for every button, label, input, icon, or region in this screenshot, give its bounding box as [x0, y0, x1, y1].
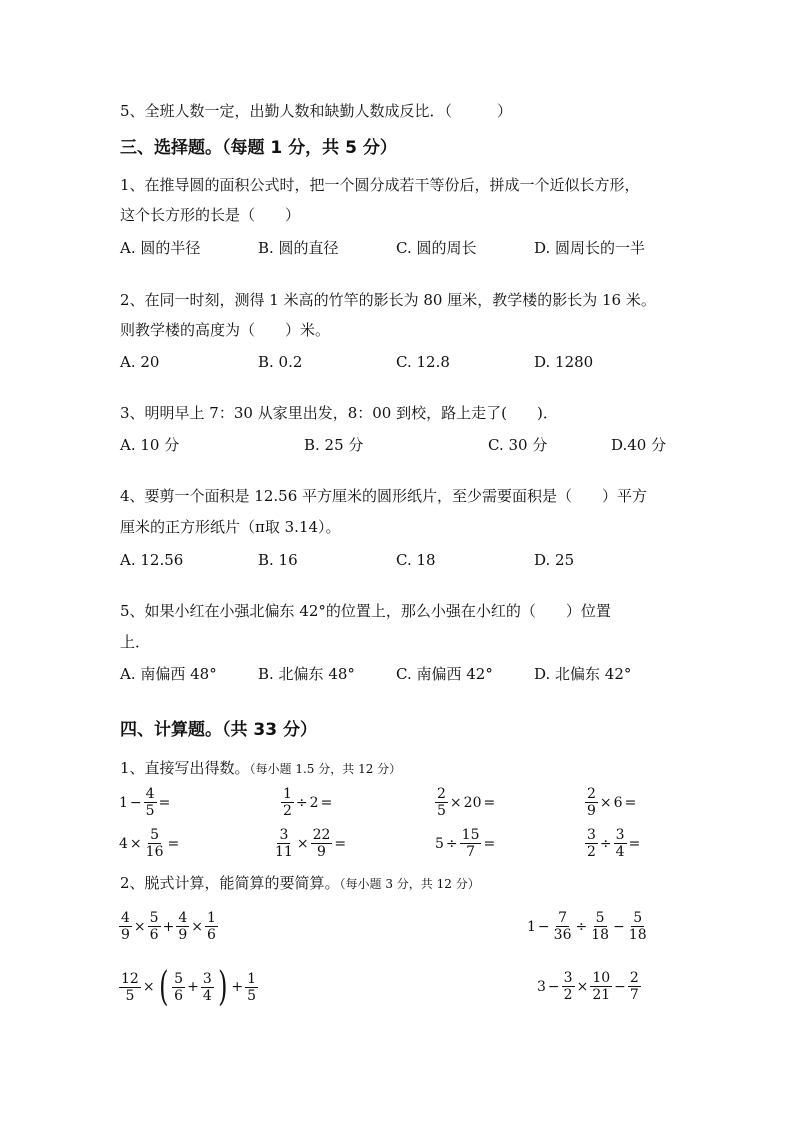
calc-question-2-note: （每小题 3 分，共 12 分）: [339, 877, 480, 891]
question-1-option-c: C. 圆的周长: [396, 239, 477, 257]
step-calc-3: [118, 964, 259, 1010]
math-symbol: 20: [463, 794, 482, 811]
math-symbol: 2: [309, 794, 319, 811]
fraction: [119, 910, 132, 943]
denominator: 5: [125, 987, 135, 1004]
math-symbol: =: [320, 794, 333, 811]
direct-calc-8: [584, 827, 641, 860]
fraction: [589, 910, 611, 943]
question-3-line-1: 3、明明早上 7：30 从家里出发，8：00 到校，路上走了( )．: [120, 404, 558, 422]
math-symbol: +: [162, 918, 175, 935]
numerator: 1: [247, 970, 257, 987]
direct-calc-7: [434, 827, 496, 860]
fraction: [201, 971, 214, 1004]
section-3-title: 三、选择题。（每题 1 分，共 5 分）: [120, 138, 397, 158]
denominator: 2: [563, 987, 573, 1003]
numerator: 2: [587, 786, 596, 802]
calc-question-1-note: （每小题 1.5 分，共 12 分）: [249, 762, 402, 776]
denominator: 7: [629, 987, 639, 1003]
question-5-option-d: D. 北偏东 42°: [534, 665, 632, 683]
math-symbol: =: [167, 835, 180, 852]
question-1-line-1: 1、在推导圆的面积公式时，把一个圆分成若干等份后，拼成一个近似长方形，: [120, 176, 640, 194]
question-1-option-d: D. 圆周长的一半: [534, 239, 646, 257]
numerator: 5: [633, 910, 643, 926]
math-symbol: =: [158, 794, 171, 811]
numerator: 4: [145, 786, 155, 802]
question-2-line-1: 2、在同一时刻，测得 1 米高的竹竿的影长为 80 厘米，教学楼的影长为 16 米。: [120, 291, 656, 309]
denominator: 4: [202, 987, 212, 1004]
fraction: [435, 786, 448, 819]
fraction: [585, 827, 598, 860]
fraction: [245, 971, 258, 1004]
fraction: [590, 970, 612, 1003]
denominator: 2: [587, 844, 596, 860]
fraction: [176, 910, 189, 943]
question-1-option-a: A. 圆的半径: [120, 239, 201, 257]
question-3-option-d: D.40 分: [611, 436, 667, 454]
step-calc-4: [536, 970, 642, 1003]
question-1-line-2: 这个长方形的长是（ ）: [120, 206, 301, 224]
direct-calc-2: [280, 786, 333, 819]
calc-question-2-label: 2、脱式计算，能简算的要简算。: [120, 874, 340, 892]
math-symbol: 6: [613, 794, 623, 811]
numerator: 5: [595, 910, 605, 926]
calc-question-1: [120, 758, 401, 779]
fraction: [205, 910, 218, 943]
numerator: 2: [629, 970, 639, 986]
question-3-option-a: A. 10 分: [120, 436, 180, 454]
fraction: [311, 827, 333, 860]
denominator: 21: [592, 987, 611, 1003]
numerator: 3: [202, 970, 212, 987]
numerator: 5: [150, 827, 160, 843]
math-symbol: −: [547, 978, 560, 995]
numerator: 4: [178, 910, 188, 926]
question-3-option-b: B. 25 分: [304, 436, 364, 454]
math-symbol: 1: [527, 918, 536, 935]
question-4-option-c: C. 18: [396, 551, 436, 569]
numerator: 4: [121, 910, 130, 926]
question-3-option-c: C. 30 分: [488, 436, 548, 454]
calc-question-1-label: 1、直接写出得数。: [120, 759, 250, 777]
parenthesis: ): [217, 964, 228, 1010]
math-symbol: =: [483, 794, 496, 811]
math-symbol: =: [334, 835, 347, 852]
question-4-option-a: A. 12.56: [120, 551, 184, 569]
direct-calc-1: [118, 786, 171, 819]
question-2-option-d: D. 1280: [534, 353, 594, 371]
question-4-line-1: 4、要剪一个面积是 12.56 平方厘米的圆形纸片，至少需要面积是（ ）平方: [120, 487, 648, 505]
numerator: 3: [587, 827, 596, 843]
question-2-line-2: 则教学楼的高度为（ ）米。: [120, 321, 331, 339]
fraction: [148, 910, 161, 943]
denominator: 9: [317, 844, 326, 860]
question-4-option-b: B. 16: [258, 551, 298, 569]
question-2-option-b: B. 0.2: [258, 353, 303, 371]
denominator: 18: [628, 927, 647, 943]
denominator: 6: [174, 987, 184, 1004]
fraction: [281, 786, 294, 819]
fraction: [273, 827, 295, 860]
section-4-title: 四、计算题。（共 33 分）: [120, 720, 317, 740]
numerator: 5: [174, 970, 184, 987]
math-symbol: ÷: [445, 835, 458, 852]
fraction: [585, 786, 598, 819]
direct-calc-3: [434, 786, 496, 819]
fraction: [627, 910, 649, 943]
denominator: 5: [247, 987, 257, 1004]
numerator: 22: [312, 827, 331, 843]
denominator: 7: [466, 844, 476, 860]
numerator: 12: [121, 970, 139, 987]
fraction: [614, 827, 627, 860]
math-symbol: ×: [142, 979, 155, 995]
fraction: [562, 970, 575, 1003]
direct-calc-6: [272, 827, 347, 860]
math-symbol: ÷: [599, 835, 612, 852]
question-5-line-1: 5、如果小红在小强北偏东 42°的位置上，那么小强在小红的（ ）位置: [120, 602, 611, 620]
numerator: 3: [615, 827, 625, 843]
direct-calc-4: [584, 786, 637, 819]
denominator: 5: [145, 803, 155, 819]
fraction: [628, 970, 641, 1003]
denominator: 4: [615, 844, 625, 860]
math-symbol: 1: [119, 794, 128, 811]
math-symbol: =: [628, 835, 641, 852]
numerator: 15: [461, 827, 480, 843]
judge-question-5: 5、全班人数一定，出勤人数和缺勤人数成反比．（ ）: [120, 102, 513, 120]
direct-calc-5: [118, 827, 180, 860]
math-symbol: ×: [296, 835, 309, 852]
calc-question-2: [120, 873, 480, 894]
denominator: 9: [178, 927, 188, 943]
fraction: [144, 786, 157, 819]
numerator: 1: [283, 786, 292, 802]
parenthesis: (: [158, 964, 169, 1010]
fraction: [119, 971, 141, 1004]
math-symbol: ÷: [295, 794, 308, 811]
math-symbol: −: [614, 978, 626, 995]
denominator: 6: [206, 927, 216, 943]
denominator: 6: [149, 927, 159, 943]
numerator: 10: [592, 970, 611, 986]
fraction: [144, 827, 166, 860]
question-5-line-2: 上．: [120, 633, 151, 651]
math-symbol: =: [624, 794, 637, 811]
question-2-option-c: C. 12.8: [396, 353, 450, 371]
math-symbol: ×: [129, 835, 142, 852]
math-symbol: ×: [449, 794, 462, 811]
math-symbol: −: [129, 794, 142, 811]
denominator: 36: [553, 927, 572, 943]
math-symbol: 3: [537, 978, 546, 995]
numerator: 2: [437, 786, 446, 802]
math-symbol: ×: [599, 794, 612, 811]
step-calc-2: [526, 910, 650, 943]
numerator: 7: [558, 910, 568, 926]
fraction: [172, 971, 185, 1004]
denominator: 11: [275, 844, 293, 860]
math-symbol: ×: [191, 918, 203, 935]
math-symbol: =: [483, 835, 496, 852]
denominator: 2: [283, 803, 292, 819]
step-calc-1: [118, 910, 219, 943]
question-5-option-c: C. 南偏西 42°: [396, 665, 493, 683]
numerator: 3: [279, 827, 289, 843]
denominator: 5: [437, 803, 446, 819]
math-symbol: ×: [576, 978, 589, 995]
denominator: 9: [121, 927, 130, 943]
fraction: [552, 910, 574, 943]
question-2-option-a: A. 20: [120, 353, 160, 371]
math-symbol: ÷: [575, 918, 588, 935]
question-5-option-b: B. 北偏东 48°: [258, 665, 355, 683]
math-symbol: −: [537, 918, 550, 935]
question-5-option-a: A. 南偏西 48°: [120, 665, 217, 683]
math-symbol: −: [613, 918, 625, 935]
question-1-option-b: B. 圆的直径: [258, 239, 339, 257]
numerator: 3: [563, 970, 573, 986]
denominator: 18: [591, 927, 610, 943]
math-symbol: ×: [133, 918, 146, 935]
math-symbol: +: [187, 979, 199, 995]
numerator: 1: [206, 910, 216, 926]
numerator: 5: [149, 910, 159, 926]
denominator: 9: [587, 803, 596, 819]
denominator: 16: [145, 844, 164, 860]
math-symbol: 5: [435, 835, 444, 852]
question-4-option-d: D. 25: [534, 551, 575, 569]
math-symbol: 4: [119, 835, 128, 852]
math-symbol: +: [231, 979, 244, 995]
fraction: [460, 827, 482, 860]
question-4-line-2: 厘米的正方形纸片（π取 3.14）。: [120, 518, 341, 536]
